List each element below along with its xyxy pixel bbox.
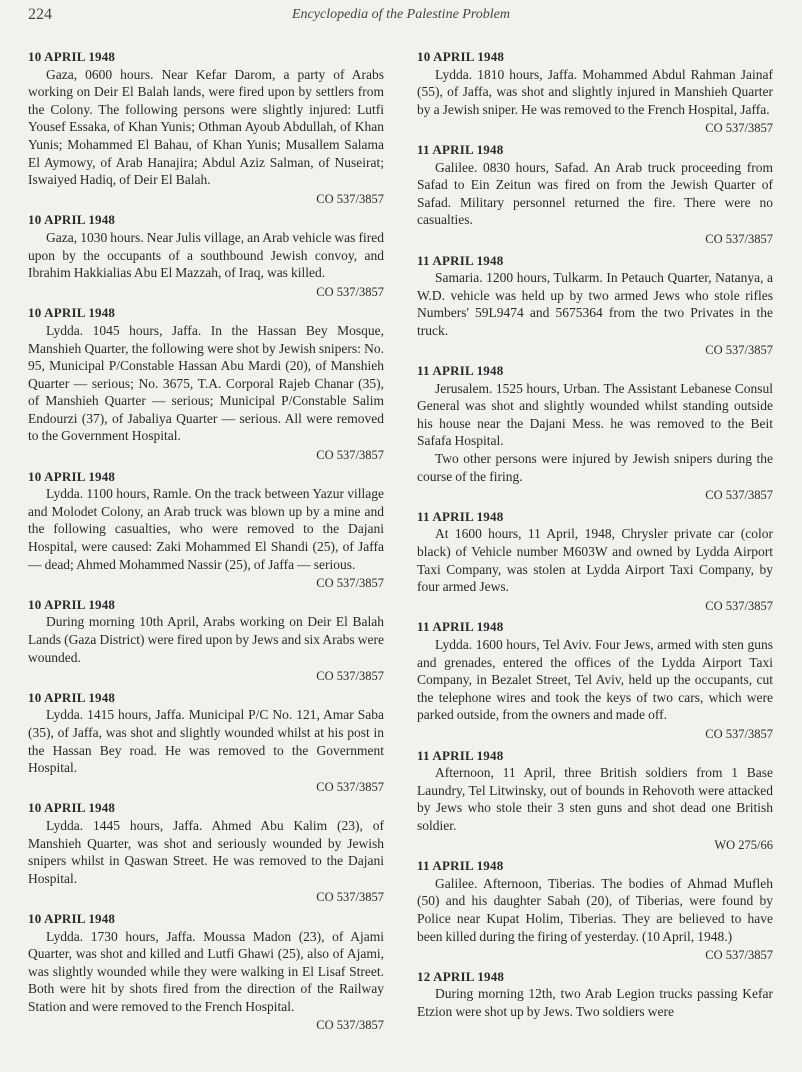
entry-text: Lydda. 1600 hours, Tel Aviv. Four Jews, armed with sten guns and grenades, entered the offices of the Lydda Airport Taxi Company, in Bezalet Street, Tel Aviv, held up the occupants, cut the telephone wires and took the keys of two cars, which were parked outside, from the owners and made off. xyxy=(417,637,773,723)
entry-text: At 1600 hours, 11 April, 1948, Chrysler private car (color black) of Vehicle number M603W and owned by Lydda Airport Taxi Company, was stolen at Lydda Airport Taxi Company, by four armed Jews. xyxy=(417,526,773,595)
entry-date: 10 APRIL 1948 xyxy=(28,800,116,816)
entry-date: 11 APRIL 1948 xyxy=(417,508,504,524)
entry-source-ref: CO 537/3857 xyxy=(316,284,384,299)
entry-text: Lydda. 1730 hours, Jaffa. Moussa Madon (23), of Ajami Quarter, was shot and killed and Lutfi Ghawi (25), also of Ajami, was slightly wounded while they were walking in El Lisaf Street. Both were hit by shots fired from the direction of the Railway Station and were removed to the French Hospital. xyxy=(28,928,384,1014)
right-column xyxy=(417,48,773,1022)
entry-source-ref: CO 537/3857 xyxy=(705,121,773,136)
log-entry xyxy=(417,747,773,855)
entry-source-ref: CO 537/3857 xyxy=(316,191,384,206)
entry-source-ref: CO 537/3857 xyxy=(705,598,773,613)
entry-source-ref: CO 537/3857 xyxy=(316,779,384,794)
entry-source-ref: CO 537/3857 xyxy=(316,448,384,463)
log-entry xyxy=(28,799,384,907)
entry-date: 10 APRIL 1948 xyxy=(28,305,116,321)
entry-date: 11 APRIL 1948 xyxy=(417,363,504,379)
entry-source-ref: WO 275/66 xyxy=(714,837,773,852)
page-number: 224 xyxy=(28,6,52,23)
log-entry xyxy=(417,968,773,1021)
entry-source-ref: CO 537/3857 xyxy=(316,576,384,591)
entry-date: 10 APRIL 1948 xyxy=(28,468,116,484)
entry-text: Lydda. 1445 hours, Jaffa. Ahmed Abu Kalim (23), of Manshieh Quarter, was shot and seriously wounded by Jewish snipers whilst in Qaswan Street. He was removed to the Dajani Hospital. xyxy=(28,817,384,886)
entry-source-ref: CO 537/3857 xyxy=(705,231,773,246)
log-entry xyxy=(28,468,384,593)
entry-date: 11 APRIL 1948 xyxy=(417,619,504,635)
log-entry xyxy=(417,252,773,360)
entry-date: 10 APRIL 1948 xyxy=(28,49,116,64)
entry-text: Lydda. 1100 hours, Ramle. On the track between Yazur village and Molodet Colony, an Arab truck was blown up by a mine and the following casualties, who were removed to the Dajani Hospital, were caused: Zaki Mohammed El Shandi (25), of Jaffa — dead; Ahmed Mohammed Nassir (25), of Jaffa — serious. xyxy=(28,486,384,572)
entry-date: 10 APRIL 1948 xyxy=(28,910,116,926)
entry-source-ref: CO 537/3857 xyxy=(705,948,773,963)
log-entry xyxy=(28,211,384,301)
entry-text: Lydda. 1415 hours, Jaffa. Municipal P/C No. 121, Amar Saba (35), of Jaffa, was shot and slightly wounded whilst at his post in the Hassan Bey road. He was removed to the Government Hospital. xyxy=(28,707,384,776)
entry-source-ref: CO 537/3857 xyxy=(705,726,773,741)
log-entry xyxy=(417,141,773,249)
log-entry xyxy=(28,48,384,208)
entry-text: Gaza, 0600 hours. Near Kefar Darom, a party of Arabs working on Deir El Balah lands, were fired upon by settlers from the Colony. The following persons were slightly injured: Lutfi Yousef Essaka, of Khan Yunis; Othman Ayoub Abdullah, of Khan Yunis; Mohammed El Bahau, of Khan Yunis; Musallem Salama El Aymowy, of Arab Hanajira; Abdul Aziz Salman, of Nuseirat; Iswaiyed Hadiq, of Deir El Balah. xyxy=(28,66,384,188)
left-column xyxy=(28,48,384,1038)
entry-date: 10 APRIL 1948 xyxy=(28,596,116,612)
entry-source-ref: CO 537/3857 xyxy=(316,669,384,684)
log-entry xyxy=(28,689,384,797)
log-entry xyxy=(28,596,384,686)
entry-date: 10 APRIL 1948 xyxy=(28,212,116,228)
entry-text: During morning 12th, two Arab Legion trucks passing Kefar Etzion were shot up by Jews. Two soldiers were xyxy=(417,986,773,1019)
log-entry xyxy=(417,362,773,505)
entry-text: Galilee. Afternoon, Tiberias. The bodies of Ahmad Mufleh (50) and his daughter Sabah (20), of Tiberias, were found by Police near Kupat Holim, Tiberias. They are believed to have been killed during the firing of yesterday. (10 April, 1948.) xyxy=(417,875,773,944)
entry-date: 11 APRIL 1948 xyxy=(417,747,504,763)
entry-text: During morning 10th April, Arabs working on Deir El Balah Lands (Gaza District) were fired upon by Jews and six Arabs were wounded. xyxy=(28,614,384,665)
entry-source-ref: CO 537/3857 xyxy=(316,1018,384,1033)
log-entry xyxy=(417,48,773,138)
running-title: Encyclopedia of the Palestine Problem xyxy=(292,7,510,22)
entry-source-ref: CO 537/3857 xyxy=(705,342,773,357)
entry-date: 12 APRIL 1948 xyxy=(417,968,505,984)
page-header xyxy=(0,0,802,30)
log-entry xyxy=(417,857,773,965)
entry-date: 11 APRIL 1948 xyxy=(417,141,504,157)
entry-text: Two other persons were injured by Jewish snipers during the course of the firing. xyxy=(417,451,773,484)
entry-date: 11 APRIL 1948 xyxy=(417,252,504,268)
entry-text: Jerusalem. 1525 hours, Urban. The Assistant Lebanese Consul General was shot and slightly wounded whilst standing outside his house near the Dajani Mess. he was removed to the Beit Safafa Hospital. xyxy=(417,380,773,449)
entry-text: Samaria. 1200 hours, Tulkarm. In Petauch Quarter, Natanya, a W.D. vehicle was held up by two armed Jews who stole rifles Numbers' 59L9474 and 5675364 from the two Privates in the truck. xyxy=(417,270,773,338)
entry-source-ref: CO 537/3857 xyxy=(705,488,773,503)
entry-source-ref: CO 537/3857 xyxy=(316,890,384,905)
entry-text: Galilee. 0830 hours, Safad. An Arab truck proceeding from Safad to Ein Zeitun was fired on from the Jewish Quarter of Safad. Military personnel returned the fire. There were no casualties. xyxy=(417,159,773,228)
entry-text: Gaza, 1030 hours. Near Julis village, an Arab vehicle was fired upon by the occupants of a southbound Jewish convoy, and Ibrahim Hakkialias Abu El Mazzah, of Iraq, was killed. xyxy=(28,229,384,281)
entry-text: Lydda. 1045 hours, Jaffa. In the Hassan Bey Mosque, Manshieh Quarter, the following were shot by Jewish snipers: No. 95, Municipal P/Constable Hassan Abu Mardi (20), of Manshieh Quarter — serious; No. 3675, T.A. Corporal Rajeb Chanar (35), of Manshieh Quarter — serious; Municipal P/Constable Salim Endourzi (37), of Jabaliya Quarter — serious. All were removed to the Government Hospital. xyxy=(28,322,384,444)
entry-date: 10 APRIL 1948 xyxy=(28,689,116,705)
entry-date: 10 APRIL 1948 xyxy=(417,49,505,64)
log-entry xyxy=(417,508,773,616)
entry-text: Lydda. 1810 hours, Jaffa. Mohammed Abdul Rahman Jainaf (55), of Jaffa, was shot and slightly injured in Manshieh Quarter by a Jewish sniper. He was removed to the French Hospital, Jaffa. xyxy=(417,66,773,117)
entry-date: 11 APRIL 1948 xyxy=(417,858,504,874)
log-entry xyxy=(417,618,773,743)
log-entry xyxy=(28,910,384,1035)
log-entry xyxy=(28,304,384,464)
entry-text: Afternoon, 11 April, three British soldiers from 1 Base Laundry, Tel Litwinsky, out of bounds in Rehovoth were attacked by Jews who stole their 3 sten guns and shot dead one British soldier. xyxy=(417,765,773,833)
